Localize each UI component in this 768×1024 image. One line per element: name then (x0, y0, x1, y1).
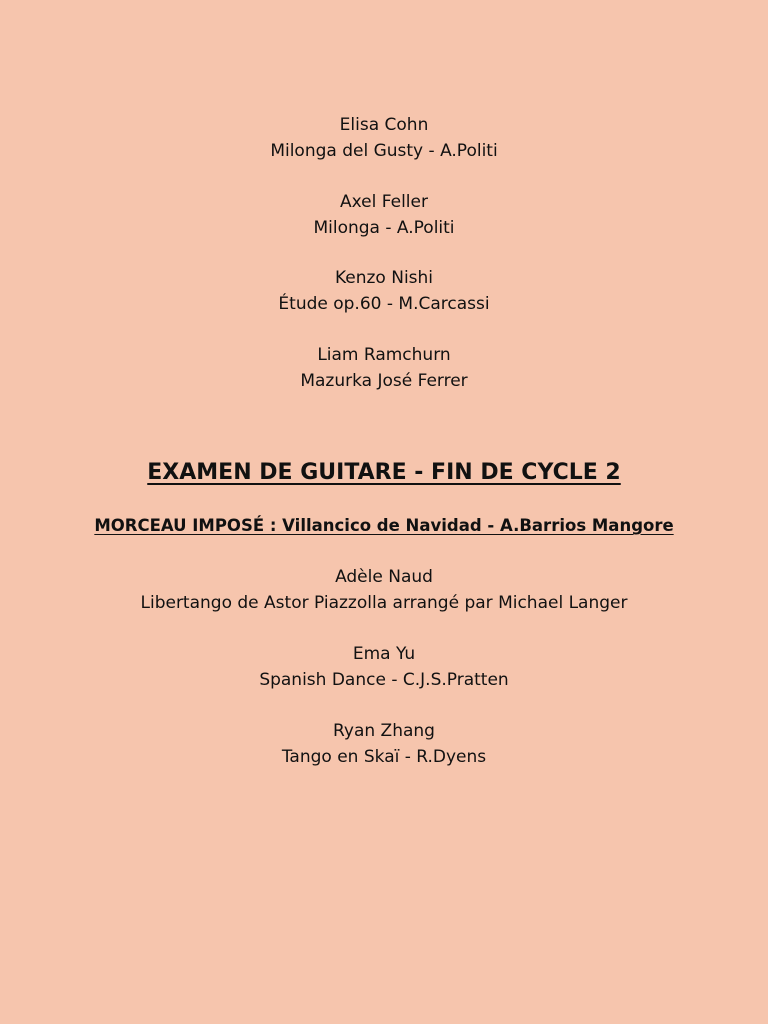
student-name: Ema Yu (352, 644, 416, 664)
student-entry (0, 265, 768, 317)
imposed-piece: MORCEAU IMPOSÉ : Villancico de Navidad - A.Barrios Mangore (94, 516, 674, 535)
piece-title: Milonga del Gusty - A.Politi (270, 141, 498, 161)
student-entry (0, 112, 768, 164)
student-name: Ryan Zhang (333, 721, 435, 741)
exam-title: EXAMEN DE GUITARE - FIN DE CYCLE 2 (147, 460, 621, 485)
student-entry (0, 718, 768, 770)
student-entry (0, 641, 768, 693)
piece-title: Milonga - A.Politi (313, 218, 455, 238)
student-entry (0, 189, 768, 241)
student-entry (0, 342, 768, 394)
piece-title: Tango en Skaï - R.Dyens (281, 747, 487, 767)
student-name: Elisa Cohn (339, 115, 429, 135)
student-name: Adèle Naud (335, 567, 433, 587)
piece-title: Mazurka José Ferrer (300, 371, 468, 391)
student-name: Kenzo Nishi (334, 268, 434, 288)
student-name: Liam Ramchurn (317, 345, 451, 365)
piece-title: Étude op.60 - M.Carcassi (278, 294, 490, 314)
piece-title: Libertango de Astor Piazzolla arrangé par Michael Langer (140, 593, 628, 613)
student-entry (0, 564, 768, 616)
piece-title: Spanish Dance - C.J.S.Pratten (259, 670, 509, 690)
student-name: Axel Feller (340, 192, 428, 212)
